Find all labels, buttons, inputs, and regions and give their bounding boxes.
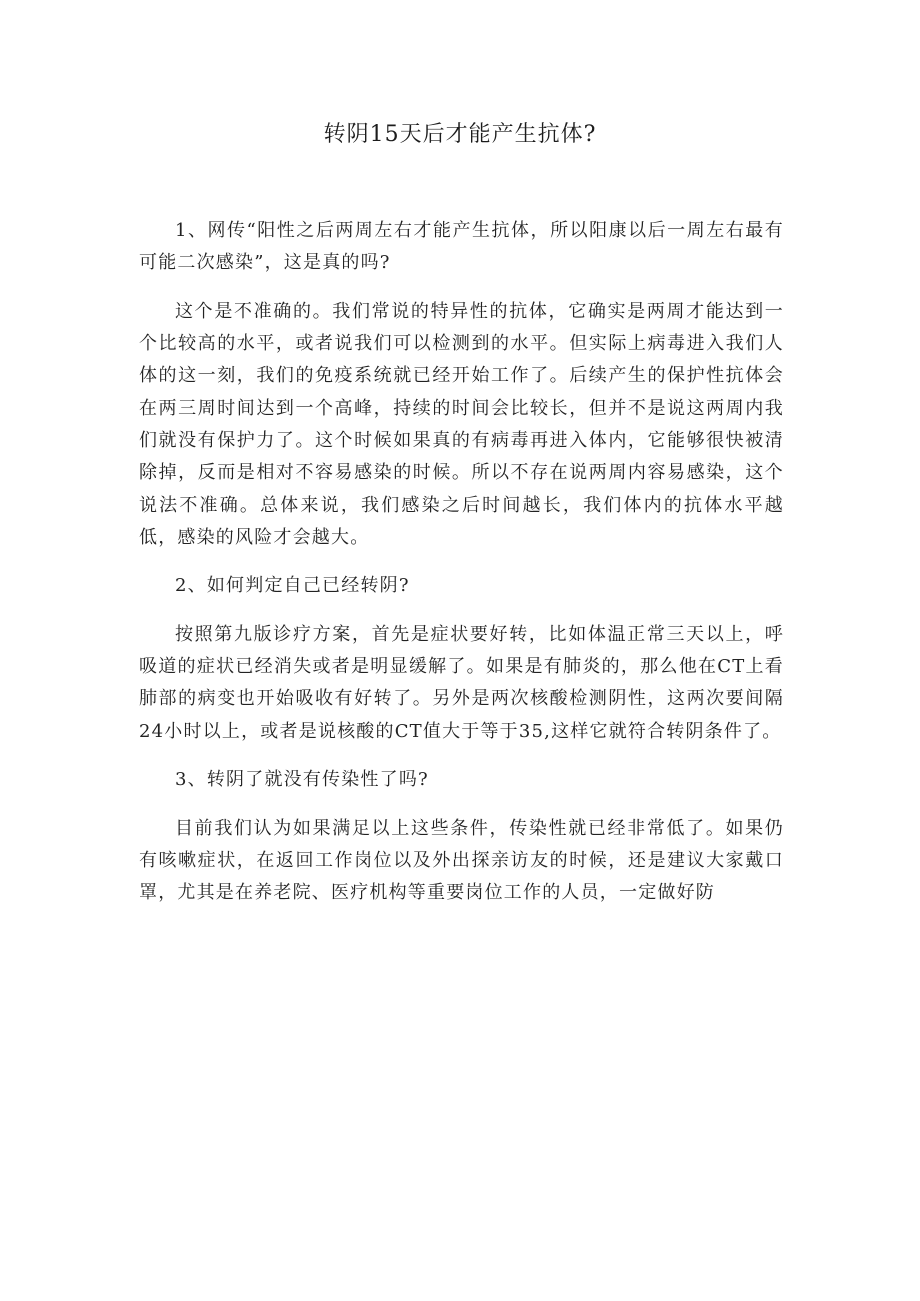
paragraph-answer-1: 这个是不准确的。我们常说的特异性的抗体，它确实是两周才能达到一个比较高的水平，或者说我们可以检测到的水平。但实际上病毒进入我们人体的这一刻，我们的免疫系统就已经开始工作了。后续产生的保护性抗体会在两三周时间达到一个高峰，持续的时间会比较长，但并不是说这两周内我们就没有保护力了。这个时候如果真的有病毒再进入体内，它能够很快被清除掉，反而是相对不容易感染的时候。所以不存在说两周内容易感染，这个说法不准确。总体来说，我们感染之后时间越长，我们体内的抗体水平越低，感染的风险才会越大。	[139, 300, 784, 548]
document-body	[139, 215, 784, 926]
paragraph-question-3: 3、转阴了就没有传染性了吗?	[175, 769, 429, 791]
paragraph-answer-3: 目前我们认为如果满足以上这些条件，传染性就已经非常低了。如果仍有咳嗽症状，在返回工作岗位以及外出探亲访友的时候，还是建议大家戴口罩，尤其是在养老院、医疗机构等重要岗位工作的人员，一定做好防	[139, 817, 784, 904]
paragraph-question-2: 2、如何判定自己已经转阴?	[175, 575, 410, 597]
paragraph-answer-2: 按照第九版诊疗方案，首先是症状要好转，比如体温正常三天以上，呼吸道的症状已经消失或者是明显缓解了。如果是有肺炎的，那么他在CT上看肺部的病变也开始吸收有好转了。另外是两次核酸检测阴性，这两次要间隔24小时以上，或者是说核酸的CT值大于等于35,这样它就符合转阴条件了。	[139, 623, 784, 742]
paragraph-question-1: 1、网传“阳性之后两周左右才能产生抗体，所以阳康以后一周左右最有可能二次感染”，这是真的吗?	[139, 220, 784, 274]
document-title: 转阴15天后才能产生抗体?	[323, 122, 597, 147]
